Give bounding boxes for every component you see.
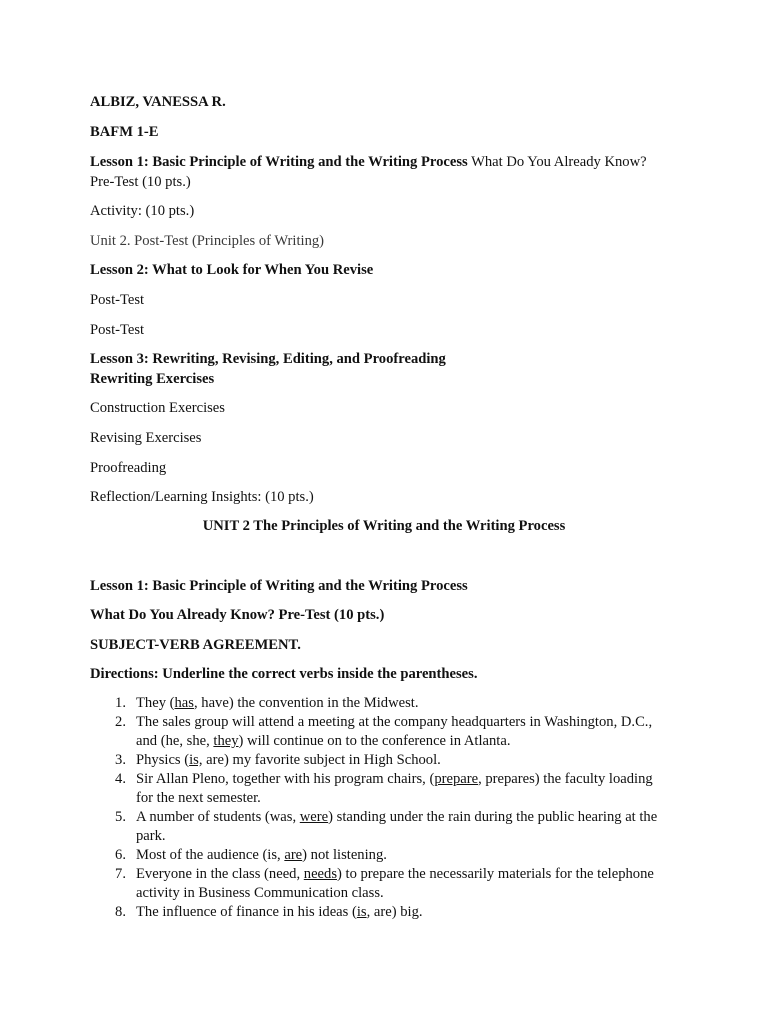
item-text: ) will continue on to the conference in Atlanta. (238, 733, 511, 749)
item-number: 1. (115, 695, 126, 711)
list-item (90, 694, 690, 713)
item-text: and (he, she, (136, 733, 214, 749)
list-item (90, 808, 690, 846)
item-text: for the next semester. (136, 790, 261, 806)
item-text: ) to prepare the necessarily materials for the telephone (337, 866, 654, 882)
unit-heading: UNIT 2 The Principles of Writing and the Writing Process (202, 518, 566, 534)
item-number: 2. (115, 714, 126, 730)
list-item (90, 713, 690, 751)
item-text: The sales group will attend a meeting at the company headquarters in Washington, D.C., (136, 714, 653, 730)
directions: Directions: Underline the correct verbs inside the parentheses. (90, 666, 478, 682)
list-item (90, 751, 690, 770)
item-text: ) not listening. (302, 847, 387, 863)
item-text: park. (136, 828, 166, 844)
item-text: A number of students (was, (136, 809, 300, 825)
toc-activity: Activity: (10 pts.) (90, 203, 195, 219)
toc-proofreading: Proofreading (90, 460, 167, 476)
toc-unit2-posttest: Unit 2. Post-Test (Principles of Writing) (90, 233, 325, 249)
toc-posttest-b: Post-Test (90, 322, 145, 338)
lesson1-heading: Lesson 1: Basic Principle of Writing and the Writing Process (90, 578, 468, 594)
underlined-answer: is (356, 904, 367, 920)
item-text: Physics ( (136, 752, 190, 768)
list-item (90, 846, 690, 865)
toc-lesson1-title: Lesson 1: Basic Principle of Writing and the Writing Process (90, 154, 468, 170)
underlined-answer: is, (189, 752, 203, 768)
item-text: Sir Allan Pleno, together with his program chairs, ( (136, 771, 435, 787)
toc-lesson3-title: Lesson 3: Rewriting, Revising, Editing, and Proofreading (90, 351, 446, 367)
item-text: are) my favorite subject in High School. (202, 752, 441, 768)
exercise-list (90, 694, 690, 922)
item-text: ) standing under the rain during the public hearing at the (328, 809, 658, 825)
pretest-heading: What Do You Already Know? Pre-Test (10 pts.) (90, 607, 385, 623)
toc-revising: Revising Exercises (90, 430, 202, 446)
item-number: 3. (115, 752, 126, 768)
sva-heading: SUBJECT-VERB AGREEMENT. (90, 637, 301, 653)
list-item (90, 770, 690, 808)
item-number: 8. (115, 904, 126, 920)
item-text: , are) big. (366, 904, 423, 920)
item-text: The influence of finance in his ideas ( (136, 904, 357, 920)
item-number: 6. (115, 847, 126, 863)
list-item (90, 865, 690, 903)
item-number: 5. (115, 809, 126, 825)
item-text: , prepares) the faculty loading (478, 771, 653, 787)
toc-posttest-a: Post-Test (90, 292, 145, 308)
item-text: , have) the convention in the Midwest. (193, 695, 419, 711)
item-text: Most of the audience (is, (136, 847, 285, 863)
underlined-answer: needs (303, 866, 337, 882)
toc-lesson1-rest: What Do You Already Know? (467, 154, 647, 170)
item-number: 7. (115, 866, 126, 882)
toc-lesson1-pretest: Pre-Test (10 pts.) (90, 174, 191, 190)
item-text: Everyone in the class (need, (136, 866, 304, 882)
toc-lesson1 (90, 152, 647, 172)
underlined-answer: prepare (434, 771, 479, 787)
underlined-answer: they (213, 733, 239, 749)
toc-lesson2-title: Lesson 2: What to Look for When You Revise (90, 262, 374, 278)
item-text: activity in Business Communication class. (136, 885, 384, 901)
item-number: 4. (115, 771, 126, 787)
toc-construction: Construction Exercises (90, 400, 225, 416)
toc-reflection: Reflection/Learning Insights: (10 pts.) (90, 489, 314, 505)
student-name: ALBIZ, VANESSA R. (90, 94, 226, 110)
underlined-answer: are (284, 847, 303, 863)
underlined-answer: has (174, 695, 194, 711)
item-text: They ( (136, 695, 175, 711)
list-item (90, 903, 690, 922)
student-section: BAFM 1-E (90, 124, 159, 140)
underlined-answer: were (299, 809, 329, 825)
toc-lesson3-sub: Rewriting Exercises (90, 371, 215, 387)
